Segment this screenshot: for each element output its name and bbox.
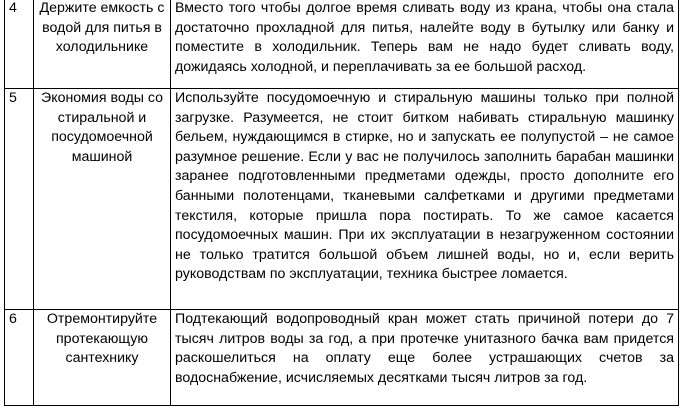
tip-title: Держите емкость с водой для питья в холодильнике <box>34 0 171 89</box>
table-row <box>5 0 679 89</box>
tip-description: Подтекающий водопроводный кран может стать причиной потери до 7 тысяч литров воды за год, а при протечке унитазного бачка вам придется раскошелиться на оплату еще более устрашающих счетов за водоснабжение, исчисляемых десятками тысяч литров за год. <box>171 310 679 406</box>
tip-description: Используйте посудомоечную и стиральную машины только при полной загрузке. Разумеется, не стоит битком набивать стиральную машинку бельем, нуждающимся в стирке, но и запускать ее полупустой – не самое разумное решение. Если у вас не получилось заполнить барабан машинки заранее подготовленными предметами одежды, просто дополните его банными полотенцами, тканевыми салфетками и другими предметами текстиля, которые пришла пора постирать. То же самое касается посудомоечных машин. При их эксплуатации в незагруженном состоянии не только тратится большой объем лишней воды, но и, если верить руководствам по эксплуатации, техника быстрее ломается. <box>171 89 679 310</box>
tips-table <box>4 0 679 406</box>
tip-title: Отремонтируйте протекающую сантехнику <box>34 310 171 406</box>
row-number: 4 <box>5 0 34 89</box>
table-row <box>5 310 679 406</box>
tip-title: Экономия воды со стиральной и посудомоечной машиной <box>34 89 171 310</box>
row-number: 6 <box>5 310 34 406</box>
row-number: 5 <box>5 89 34 310</box>
tip-description: Вместо того чтобы долгое время сливать воду из крана, чтобы она стала достаточно прохладной для питья, налейте воду в бутылку или банку и поместите в холодильник. Теперь вам не надо будет сливать воду, дожидаясь холодной, и переплачивать за ее большой расход. <box>171 0 679 89</box>
table-row <box>5 89 679 310</box>
